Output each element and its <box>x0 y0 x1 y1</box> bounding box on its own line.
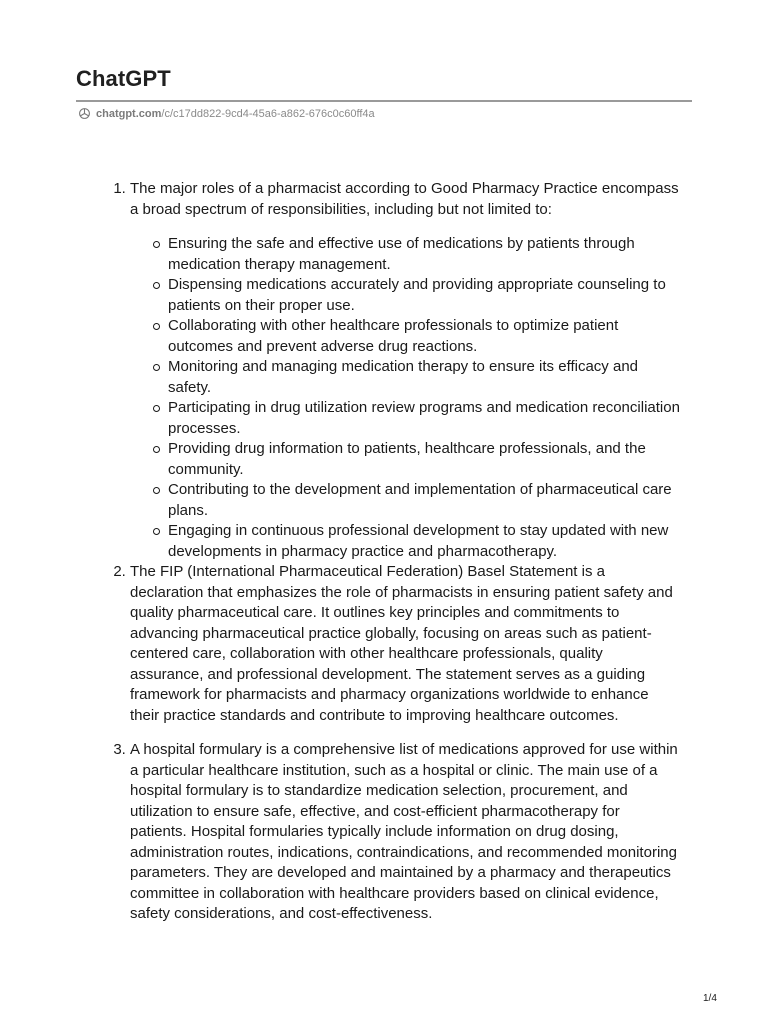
openai-logo-icon <box>78 107 91 120</box>
list-item-text: The major roles of a pharmacist according to Good Pharmacy Practice encompass a broad spectrum of responsibilities, including but not limited to: <box>130 180 679 218</box>
sub-list-item: Collaborating with other healthcare professionals to optimize patient outcomes and prevent adverse drug reactions. <box>168 316 680 357</box>
list-item-text: A hospital formulary is a comprehensive list of medications approved for use within a particular healthcare institution, such as a hospital or clinic. The main use of a hospital formulary is to standardize medication selection, procurement, and utilization to ensure safe, effective, and cost-efficient pharmacotherapy for patients. Hospital formularies typically include information on drug dosing, administration routes, indications, contraindications, and recommended monitoring parameters. They are developed and maintained by a pharmacy and therapeutics committee in collaboration with healthcare providers based on clinical evidence, safety considerations, and cost-effectiveness. <box>130 741 678 922</box>
sub-list-item: Engaging in continuous professional development to stay updated with new developments in pharmacy practice and pharmacotherapy. <box>168 521 680 562</box>
page-title: ChatGPT <box>76 66 171 91</box>
title-divider <box>76 100 692 102</box>
document-body <box>110 179 680 925</box>
list-item-text: The FIP (International Pharmaceutical Federation) Basel Statement is a declaration that emphasizes the role of pharmacists in ensuring patient safety and quality pharmaceutical care. It outlines key principles and commitments to advancing pharmaceutical practice globally, focusing on areas such as patient-centered care, collaboration with other healthcare professionals, quality assurance, and professional development. The statement serves as a guiding framework for pharmacists and pharmacy organizations worldwide to enhance their practice standards and contribute to improving healthcare outcomes. <box>130 563 673 724</box>
sub-list-item: Ensuring the safe and effective use of medications by patients through medication therapy management. <box>168 234 680 275</box>
sub-list-item: Monitoring and managing medication therapy to ensure its efficacy and safety. <box>168 357 680 398</box>
page-number: 1/4 <box>703 993 717 1004</box>
source-domain[interactable]: chatgpt.com <box>96 107 162 120</box>
pharmacist-roles-list <box>130 234 680 562</box>
sub-list-item: Dispensing medications accurately and providing appropriate counseling to patients on their proper use. <box>168 275 680 316</box>
sub-list-item: Contributing to the development and implementation of pharmaceutical care plans. <box>168 480 680 521</box>
list-item <box>130 179 680 562</box>
source-link[interactable] <box>78 107 375 120</box>
sub-list-item: Providing drug information to patients, healthcare professionals, and the community. <box>168 439 680 480</box>
source-path[interactable]: /c/c17dd822-9cd4-45a6-a862-676c0c60ff4a <box>161 107 375 120</box>
sub-list-item: Participating in drug utilization review programs and medication reconciliation processes. <box>168 398 680 439</box>
list-item <box>130 740 680 925</box>
list-item <box>130 562 680 726</box>
answer-list <box>110 179 680 925</box>
